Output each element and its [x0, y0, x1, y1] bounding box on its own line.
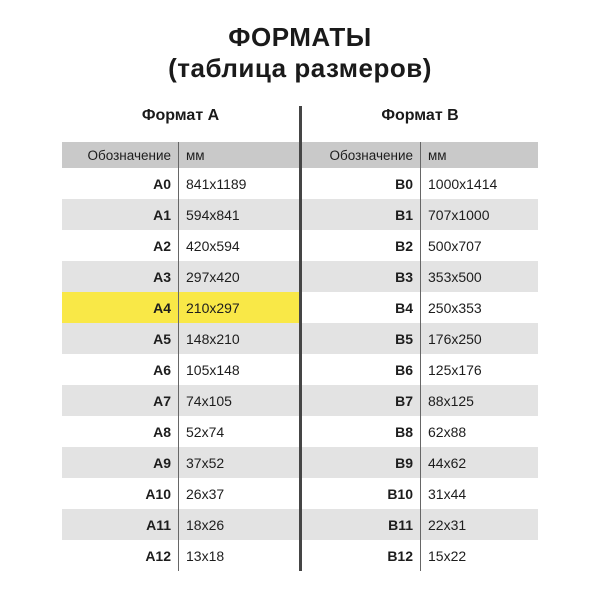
- table-row: [62, 168, 299, 199]
- size-mm-cell: 88x125: [428, 392, 474, 409]
- format-code-cell: B1: [395, 206, 413, 223]
- size-mm-cell: 22x31: [428, 516, 467, 533]
- table-row: [62, 478, 299, 509]
- column-divider: [178, 142, 179, 571]
- format-code-cell: A12: [145, 547, 171, 564]
- size-mm-cell: 500x707: [428, 237, 482, 254]
- format-code-cell: B8: [395, 423, 413, 440]
- size-mm-cell: 707x1000: [428, 206, 490, 223]
- format-a-label: Формат А: [141, 107, 220, 124]
- page-title-line2: (таблица размеров): [168, 53, 432, 83]
- table-row: [62, 509, 299, 540]
- size-mm-cell: 15x22: [428, 547, 467, 564]
- size-mm-cell: 105x148: [186, 361, 240, 378]
- page-title: [0, 22, 600, 84]
- format-code-cell: A4: [153, 299, 171, 316]
- table-row: [62, 447, 299, 478]
- table-row: [62, 261, 299, 292]
- format-a-header-row: [62, 142, 299, 168]
- size-mm-cell: 1000x1414: [428, 175, 498, 192]
- format-code-cell: A11: [146, 516, 171, 533]
- format-code-cell: B6: [395, 361, 413, 378]
- size-mm-cell: 62x88: [428, 423, 467, 440]
- format-code-cell: B0: [395, 175, 413, 192]
- size-mm-cell: 594x841: [186, 206, 240, 223]
- format-code-cell: B4: [395, 299, 413, 316]
- format-code-cell: A2: [153, 237, 171, 254]
- format-code-cell: B12: [387, 547, 413, 564]
- size-mm-cell: 125x176: [428, 361, 482, 378]
- size-mm-cell: 210x297: [186, 299, 240, 316]
- format-a-rows: [62, 168, 299, 571]
- format-code-cell: A7: [153, 392, 171, 409]
- size-mm-cell: 44x62: [428, 454, 467, 471]
- size-mm-cell: 74x105: [186, 392, 232, 409]
- format-b-table: [302, 105, 538, 571]
- format-code-cell: B9: [395, 454, 413, 471]
- table-row: [62, 199, 299, 230]
- size-mm-cell: 841x1189: [186, 175, 247, 192]
- format-code-cell: B3: [395, 268, 413, 285]
- size-mm-cell: 13x18: [186, 547, 225, 564]
- format-a-table: [62, 105, 299, 571]
- page-title-line1: ФОРМАТЫ: [228, 22, 372, 52]
- table-row: [62, 354, 299, 385]
- format-code-cell: A1: [153, 206, 171, 223]
- size-mm-cell: 176x250: [428, 330, 482, 347]
- format-code-cell: B7: [395, 392, 413, 409]
- table-row: [62, 323, 299, 354]
- format-code-cell: A3: [153, 268, 171, 285]
- format-code-cell: A10: [145, 485, 171, 502]
- size-mm-cell: 26x37: [186, 485, 225, 502]
- format-code-cell: B5: [395, 330, 413, 347]
- size-mm-cell: 52x74: [186, 423, 225, 440]
- size-mm-cell: 148x210: [186, 330, 240, 347]
- format-code-cell: B10: [387, 485, 413, 502]
- center-divider: [299, 106, 302, 571]
- table-row: [62, 230, 299, 261]
- size-mm-cell: 353x500: [428, 268, 482, 285]
- table-row: [62, 540, 299, 571]
- table-row-highlighted: [62, 292, 299, 323]
- designation-column-header: Обозначение: [329, 147, 413, 163]
- column-divider: [420, 142, 421, 571]
- table-row: [62, 416, 299, 447]
- mm-column-header: мм: [186, 147, 205, 163]
- size-mm-cell: 297x420: [186, 268, 240, 285]
- designation-column-header: Обозначение: [87, 147, 171, 163]
- size-mm-cell: 37x52: [186, 454, 225, 471]
- size-mm-cell: 250x353: [428, 299, 482, 316]
- size-mm-cell: 420x594: [186, 237, 240, 254]
- format-code-cell: A6: [153, 361, 171, 378]
- format-code-cell: A9: [153, 454, 171, 471]
- format-code-cell: B11: [388, 516, 413, 533]
- format-code-cell: A8: [153, 423, 171, 440]
- format-code-cell: A0: [153, 175, 171, 192]
- format-b-label: Формат В: [381, 107, 459, 124]
- format-code-cell: B2: [395, 237, 413, 254]
- size-mm-cell: 31x44: [428, 485, 467, 502]
- table-row: [62, 385, 299, 416]
- mm-column-header: мм: [428, 147, 447, 163]
- size-mm-cell: 18x26: [186, 516, 225, 533]
- format-code-cell: A5: [153, 330, 171, 347]
